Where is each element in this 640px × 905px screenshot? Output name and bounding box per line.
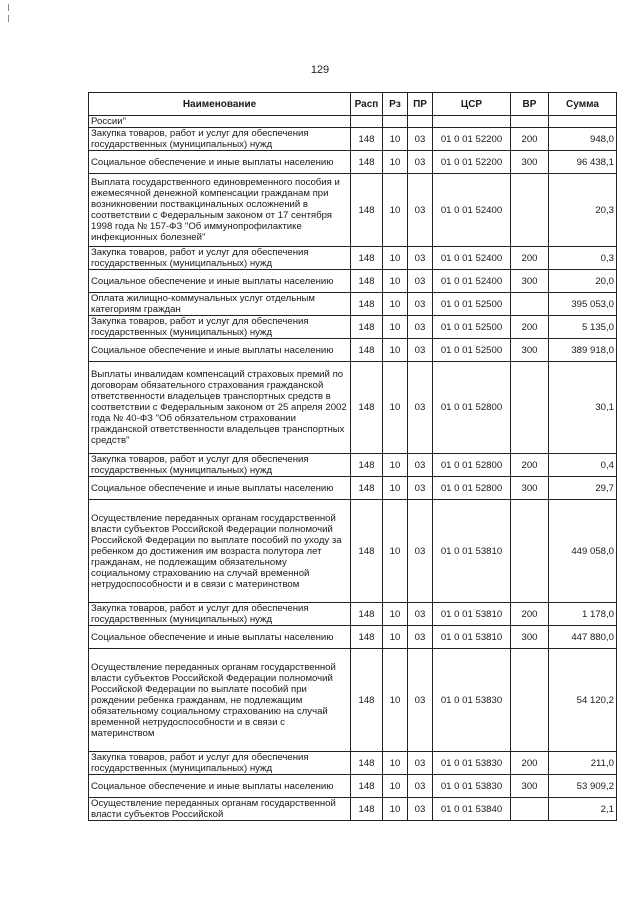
cell-sum: 20,3 <box>549 174 617 247</box>
cell-csr <box>433 116 511 128</box>
table-row <box>89 151 617 174</box>
cell-sum: 0,3 <box>549 247 617 270</box>
header-vr: ВР <box>511 93 549 116</box>
cell-rasp: 148 <box>351 151 383 174</box>
cell-rz: 10 <box>383 649 408 752</box>
cell-sum: 96 438,1 <box>549 151 617 174</box>
cell-vr: 200 <box>511 454 549 477</box>
cell-pr: 03 <box>408 603 433 626</box>
table-row <box>89 247 617 270</box>
cell-rasp: 148 <box>351 362 383 454</box>
cell-csr: 01 0 01 52200 <box>433 128 511 151</box>
cell-vr: 200 <box>511 247 549 270</box>
cell-pr: 03 <box>408 500 433 603</box>
table-row <box>89 798 617 821</box>
cell-rz: 10 <box>383 798 408 821</box>
cell-csr: 01 0 01 53830 <box>433 649 511 752</box>
cell-pr: 03 <box>408 454 433 477</box>
cell-vr <box>511 174 549 247</box>
table-row <box>89 626 617 649</box>
cell-pr: 03 <box>408 362 433 454</box>
cell-pr: 03 <box>408 798 433 821</box>
cell-name: Социальное обеспечение и иные выплаты населению <box>89 477 351 500</box>
header-rasp: Расп <box>351 93 383 116</box>
cell-vr <box>511 649 549 752</box>
cell-rz: 10 <box>383 151 408 174</box>
cell-rz: 10 <box>383 775 408 798</box>
cell-name: Выплата государственного единовременного пособия и ежемесячной денежной компенсации гражданам при возникновении поствакцинальных осложнений в соответствии с Федеральным законом от 17 сентября 1998 года № 157-ФЗ "Об иммунопрофилактике инфекционных болезней" <box>89 174 351 247</box>
cell-sum: 447 880,0 <box>549 626 617 649</box>
cell-csr: 01 0 01 52500 <box>433 316 511 339</box>
cell-rasp: 148 <box>351 316 383 339</box>
cell-vr <box>511 293 549 316</box>
cell-vr: 300 <box>511 339 549 362</box>
cell-vr: 200 <box>511 603 549 626</box>
cell-csr: 01 0 01 52500 <box>433 339 511 362</box>
table-row <box>89 316 617 339</box>
cell-sum: 948,0 <box>549 128 617 151</box>
table-row <box>89 775 617 798</box>
cell-name: Закупка товаров, работ и услуг для обеспечения государственных (муниципальных) нужд <box>89 603 351 626</box>
cell-name: Закупка товаров, работ и услуг для обеспечения государственных (муниципальных) нужд <box>89 128 351 151</box>
cell-sum: 20,0 <box>549 270 617 293</box>
cell-rasp: 148 <box>351 128 383 151</box>
cell-pr: 03 <box>408 247 433 270</box>
cell-csr: 01 0 01 53840 <box>433 798 511 821</box>
cell-name: Оплата жилищно-коммунальных услуг отдельным категориям граждан <box>89 293 351 316</box>
cell-rz: 10 <box>383 477 408 500</box>
cell-rz: 10 <box>383 626 408 649</box>
cell-rasp: 148 <box>351 247 383 270</box>
budget-table <box>88 92 617 821</box>
table-row <box>89 270 617 293</box>
table-header-row <box>89 93 617 116</box>
cell-name: Закупка товаров, работ и услуг для обеспечения государственных (муниципальных) нужд <box>89 316 351 339</box>
cell-rasp: 148 <box>351 339 383 362</box>
cell-pr <box>408 116 433 128</box>
cell-csr: 01 0 01 52800 <box>433 362 511 454</box>
header-sum: Сумма <box>549 93 617 116</box>
cell-rasp: 148 <box>351 270 383 293</box>
table-row <box>89 454 617 477</box>
cell-rz: 10 <box>383 316 408 339</box>
cell-pr: 03 <box>408 316 433 339</box>
cell-pr: 03 <box>408 339 433 362</box>
cell-name: России" <box>89 116 351 128</box>
cell-pr: 03 <box>408 626 433 649</box>
cell-rasp: 148 <box>351 293 383 316</box>
cell-vr <box>511 500 549 603</box>
cell-pr: 03 <box>408 174 433 247</box>
cell-rz <box>383 116 408 128</box>
cell-pr: 03 <box>408 293 433 316</box>
cell-sum: 1 178,0 <box>549 603 617 626</box>
cell-name: Осуществление переданных органам государственной власти субъектов Российской Федерации полномочий Российской Федерации по выплате пособий по уходу за ребенком до достижения им возраста полутора лет гражданам, не подлежащим обязательному социальному страхованию на случай временной нетрудоспособности и в связи с материнством <box>89 500 351 603</box>
cell-rasp: 148 <box>351 798 383 821</box>
cell-csr: 01 0 01 52400 <box>433 247 511 270</box>
cell-rz: 10 <box>383 247 408 270</box>
cell-csr: 01 0 01 52800 <box>433 477 511 500</box>
cell-vr <box>511 798 549 821</box>
cell-csr: 01 0 01 52200 <box>433 151 511 174</box>
cell-name: Осуществление переданных органам государственной власти субъектов Российской <box>89 798 351 821</box>
table-body <box>89 116 617 821</box>
cell-name: Выплаты инвалидам компенсаций страховых премий по договорам обязательного страхования гражданской ответственности владельцев транспортных средств в соответствии с Федеральным законом от 25 апреля 2002 года № 40-ФЗ "Об обязательном страховании гражданской ответственности владельцев транспортных средств" <box>89 362 351 454</box>
cell-pr: 03 <box>408 128 433 151</box>
header-rz: Рз <box>383 93 408 116</box>
cell-pr: 03 <box>408 775 433 798</box>
cell-rasp: 148 <box>351 477 383 500</box>
cell-rasp: 148 <box>351 775 383 798</box>
table-row <box>89 293 617 316</box>
cell-rz: 10 <box>383 603 408 626</box>
table-row <box>89 752 617 775</box>
cell-rz: 10 <box>383 454 408 477</box>
cell-pr: 03 <box>408 752 433 775</box>
cell-sum: 0,4 <box>549 454 617 477</box>
cell-rasp: 148 <box>351 752 383 775</box>
cell-name: Социальное обеспечение и иные выплаты населению <box>89 151 351 174</box>
cell-vr: 300 <box>511 626 549 649</box>
cell-name: Закупка товаров, работ и услуг для обеспечения государственных (муниципальных) нужд <box>89 247 351 270</box>
cell-csr: 01 0 01 53830 <box>433 752 511 775</box>
cell-rz: 10 <box>383 270 408 293</box>
cell-vr: 300 <box>511 477 549 500</box>
cell-vr: 300 <box>511 270 549 293</box>
cell-vr: 200 <box>511 316 549 339</box>
cell-rasp: 148 <box>351 174 383 247</box>
page-number: 129 <box>310 64 330 76</box>
cell-rz: 10 <box>383 339 408 362</box>
table-row <box>89 116 617 128</box>
cell-rasp: 148 <box>351 454 383 477</box>
table-row <box>89 362 617 454</box>
header-pr: ПР <box>408 93 433 116</box>
cell-rz: 10 <box>383 128 408 151</box>
cell-rz: 10 <box>383 174 408 247</box>
scan-margin-marks <box>8 4 11 28</box>
cell-csr: 01 0 01 53810 <box>433 500 511 603</box>
cell-sum: 449 058,0 <box>549 500 617 603</box>
cell-name: Социальное обеспечение и иные выплаты населению <box>89 270 351 293</box>
cell-rasp <box>351 116 383 128</box>
cell-sum: 211,0 <box>549 752 617 775</box>
cell-sum: 30,1 <box>549 362 617 454</box>
cell-name: Закупка товаров, работ и услуг для обеспечения государственных (муниципальных) нужд <box>89 454 351 477</box>
cell-rz: 10 <box>383 293 408 316</box>
cell-csr: 01 0 01 52500 <box>433 293 511 316</box>
cell-pr: 03 <box>408 477 433 500</box>
header-name: Наименование <box>89 93 351 116</box>
cell-name: Закупка товаров, работ и услуг для обеспечения государственных (муниципальных) нужд <box>89 752 351 775</box>
cell-vr: 300 <box>511 775 549 798</box>
cell-pr: 03 <box>408 270 433 293</box>
cell-sum: 53 909,2 <box>549 775 617 798</box>
cell-csr: 01 0 01 52400 <box>433 174 511 247</box>
cell-name: Социальное обеспечение и иные выплаты населению <box>89 339 351 362</box>
cell-pr: 03 <box>408 151 433 174</box>
cell-sum: 5 135,0 <box>549 316 617 339</box>
cell-csr: 01 0 01 53830 <box>433 775 511 798</box>
table-row <box>89 477 617 500</box>
cell-rasp: 148 <box>351 649 383 752</box>
cell-name: Социальное обеспечение и иные выплаты населению <box>89 626 351 649</box>
cell-vr: 200 <box>511 752 549 775</box>
cell-rz: 10 <box>383 362 408 454</box>
cell-sum: 389 918,0 <box>549 339 617 362</box>
cell-vr: 300 <box>511 151 549 174</box>
table-row <box>89 500 617 603</box>
table-row <box>89 649 617 752</box>
header-csr: ЦСР <box>433 93 511 116</box>
table-row <box>89 339 617 362</box>
table-row <box>89 174 617 247</box>
cell-vr: 200 <box>511 128 549 151</box>
cell-sum: 54 120,2 <box>549 649 617 752</box>
cell-sum: 2,1 <box>549 798 617 821</box>
cell-csr: 01 0 01 52800 <box>433 454 511 477</box>
cell-sum <box>549 116 617 128</box>
cell-vr <box>511 116 549 128</box>
cell-csr: 01 0 01 53810 <box>433 626 511 649</box>
cell-rasp: 148 <box>351 500 383 603</box>
cell-pr: 03 <box>408 649 433 752</box>
table-row <box>89 128 617 151</box>
cell-csr: 01 0 01 52400 <box>433 270 511 293</box>
cell-vr <box>511 362 549 454</box>
table-row <box>89 603 617 626</box>
cell-rasp: 148 <box>351 626 383 649</box>
cell-sum: 395 053,0 <box>549 293 617 316</box>
cell-rasp: 148 <box>351 603 383 626</box>
cell-name: Социальное обеспечение и иные выплаты населению <box>89 775 351 798</box>
cell-rz: 10 <box>383 500 408 603</box>
cell-csr: 01 0 01 53810 <box>433 603 511 626</box>
cell-name: Осуществление переданных органам государственной власти субъектов Российской Федерации полномочий Российской Федерации по выплате пособий при рождении ребенка гражданам, не подлежащим обязательному социальному страхованию на случай временной нетрудоспособности и в связи с материнством <box>89 649 351 752</box>
cell-rz: 10 <box>383 752 408 775</box>
cell-sum: 29,7 <box>549 477 617 500</box>
